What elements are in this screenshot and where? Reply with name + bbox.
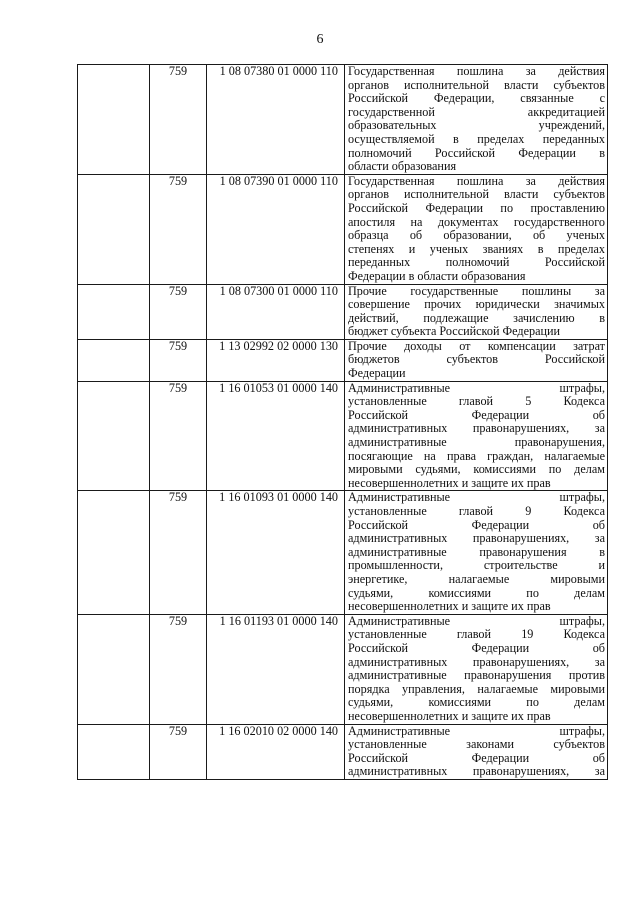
description-line: Российской Федерации по проставлению xyxy=(348,200,605,215)
budget-classification-code-cell: 1 08 07390 01 0000 110 xyxy=(207,174,345,284)
description-line: административные правонарушения в xyxy=(348,544,605,559)
description-line: Административные штрафы, xyxy=(348,723,605,738)
administrator-code-cell: 759 xyxy=(150,65,207,175)
description-line: несовершеннолетних и защите их прав xyxy=(348,599,551,614)
administrator-code-cell: 759 xyxy=(150,724,207,779)
description-line: промышленности, строительстве и xyxy=(348,558,605,573)
description-line: административных правонарушениях, за xyxy=(348,531,605,546)
revenue-description-cell xyxy=(345,174,608,284)
description-line: судьями, комиссиями по делам xyxy=(348,695,605,710)
page-number: 6 xyxy=(316,32,324,47)
description-line: бюджет субъекта Российской Федерации xyxy=(348,324,561,339)
description-line: несовершеннолетних и защите их прав xyxy=(348,708,551,723)
empty-cell xyxy=(78,491,150,614)
description-line: Прочие государственные пошлины за xyxy=(348,283,605,298)
empty-cell xyxy=(78,724,150,779)
description-line: административные правонарушения, xyxy=(348,435,605,450)
empty-cell xyxy=(78,174,150,284)
administrator-code-cell: 759 xyxy=(150,614,207,724)
revenue-description-cell xyxy=(345,491,608,614)
description-line: Федерации в области образования xyxy=(348,268,526,283)
description-line: порядка управления, налагаемые мировыми xyxy=(348,681,605,696)
description-line: установленные главой 9 Кодекса xyxy=(348,504,605,518)
empty-cell xyxy=(78,614,150,724)
budget-classification-code-cell: 1 16 02010 02 0000 140 xyxy=(207,724,345,779)
description-line: апостиля на документах государственного xyxy=(348,214,605,229)
table-row xyxy=(78,491,608,614)
empty-cell xyxy=(78,284,150,339)
description-line: полномочий Российской Федерации в xyxy=(348,145,605,160)
table-body xyxy=(78,65,608,780)
table-row xyxy=(78,614,608,724)
description-line: Федерации xyxy=(348,366,406,381)
description-line: Государственная пошлина за действия xyxy=(348,64,605,78)
budget-classification-code-cell: 1 08 07300 01 0000 110 xyxy=(207,284,345,339)
description-line: Государственная пошлина за действия xyxy=(348,173,605,188)
revenue-description-cell xyxy=(345,284,608,339)
administrator-code-cell: 759 xyxy=(150,174,207,284)
description-line: посягающие на права граждан, налагаемые xyxy=(348,448,605,463)
description-line: Российской Федерации об xyxy=(348,750,605,765)
revenue-description-cell xyxy=(345,381,608,491)
description-line: бюджетов субъектов Российской xyxy=(348,352,605,367)
description-line: степенях и ученых званиях в пределах xyxy=(348,241,605,256)
description-line: установленные главой 5 Кодекса xyxy=(348,394,605,409)
description-line: административных правонарушениях, за xyxy=(348,654,605,669)
budget-classification-code-cell: 1 16 01053 01 0000 140 xyxy=(207,381,345,491)
table-row xyxy=(78,381,608,491)
budget-classification-code-cell: 1 08 07380 01 0000 110 xyxy=(207,65,345,175)
revenue-description-cell xyxy=(345,724,608,779)
description-line: области образования xyxy=(348,159,457,174)
description-line: мировыми судьями, комиссиями по делам xyxy=(348,462,605,477)
table-row xyxy=(78,339,608,381)
description-line: административных правонарушениях, за xyxy=(348,764,605,779)
description-line: установленные главой 19 Кодекса xyxy=(348,627,605,642)
budget-classification-code-cell: 1 16 01193 01 0000 140 xyxy=(207,614,345,724)
description-line: Административные штрафы, xyxy=(348,380,605,395)
description-line: осуществляемой в пределах переданных xyxy=(348,131,605,146)
description-line: действий, подлежащие зачислению в xyxy=(348,310,605,325)
description-line: Российской Федерации об xyxy=(348,640,605,655)
description-line: Российской Федерации об xyxy=(348,517,605,532)
administrator-code-cell: 759 xyxy=(150,339,207,381)
administrator-code-cell: 759 xyxy=(150,491,207,614)
description-line: Прочие доходы от компенсации затрат xyxy=(348,338,605,353)
description-line: переданных полномочий Российской xyxy=(348,255,605,270)
table-row xyxy=(78,724,608,779)
description-line: Административные штрафы, xyxy=(348,613,605,628)
table-row xyxy=(78,284,608,339)
description-line: государственной аккредитацией xyxy=(348,104,605,119)
revenue-description-cell xyxy=(345,339,608,381)
budget-classification-code-cell: 1 13 02992 02 0000 130 xyxy=(207,339,345,381)
description-line: образца об образовании, об ученых xyxy=(348,228,605,243)
description-line: энергетике, налагаемые мировыми xyxy=(348,571,605,586)
empty-cell xyxy=(78,381,150,491)
administrator-code-cell: 759 xyxy=(150,381,207,491)
revenue-description-cell xyxy=(345,65,608,175)
revenue-description-cell xyxy=(345,614,608,724)
description-line: административных правонарушениях, за xyxy=(348,421,605,436)
description-line: судьями, комиссиями по делам xyxy=(348,585,605,600)
description-line: образовательных учреждений, xyxy=(348,118,605,133)
description-line: совершение прочих юридически значимых xyxy=(348,297,605,312)
revenue-codes-table xyxy=(77,64,608,780)
description-line: административные правонарушения против xyxy=(348,668,605,683)
budget-classification-code-cell: 1 16 01093 01 0000 140 xyxy=(207,491,345,614)
description-line: органов исполнительной власти субъектов xyxy=(348,77,605,92)
description-line: органов исполнительной власти субъектов xyxy=(348,187,605,202)
table-row xyxy=(78,174,608,284)
description-line: несовершеннолетних и защите их прав xyxy=(348,475,551,490)
description-line: установленные законами субъектов xyxy=(348,737,605,752)
description-line: Российской Федерации об xyxy=(348,407,605,422)
empty-cell xyxy=(78,65,150,175)
empty-cell xyxy=(78,339,150,381)
administrator-code-cell: 759 xyxy=(150,284,207,339)
table-row xyxy=(78,65,608,175)
description-line: Административные штрафы, xyxy=(348,490,605,505)
description-line: Российской Федерации, связанные с xyxy=(348,91,605,106)
